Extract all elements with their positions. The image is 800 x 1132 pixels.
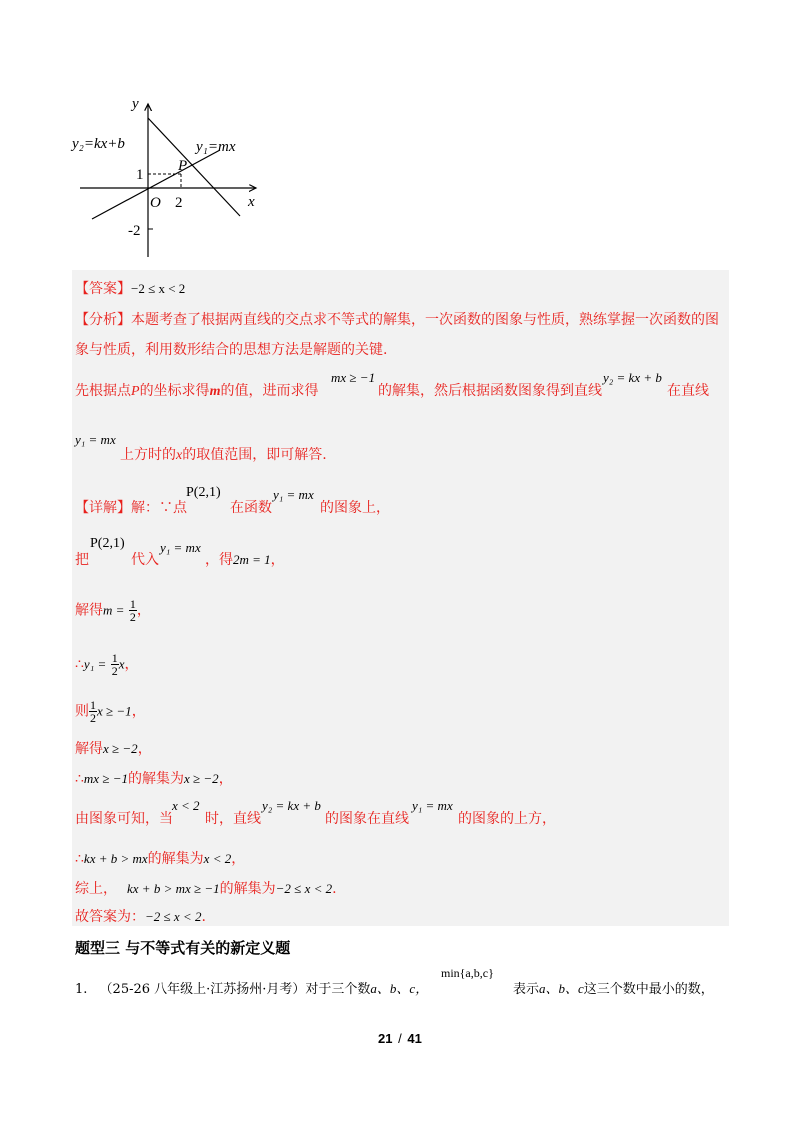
point-p: P <box>131 384 140 399</box>
equation: m = <box>103 602 125 618</box>
detail-tag: 【详解】 <box>75 500 131 516</box>
detail-line-1b <box>230 497 272 517</box>
answer-line <box>75 278 185 298</box>
detail-line-8b <box>205 808 261 828</box>
text-segment: ， <box>131 703 146 720</box>
fraction-half <box>111 652 119 677</box>
min-expression: min{a,b,c} <box>441 966 494 980</box>
text-segment: 的图象的上方， <box>458 811 556 827</box>
text-segment: ，得 <box>205 552 233 568</box>
inequality: mx ≥ −1 <box>83 771 128 786</box>
inequality: −2 ≤ x < 2 <box>145 909 202 924</box>
detail-line-2c <box>205 549 285 569</box>
var-m: m <box>209 384 221 399</box>
x-axis-label: x <box>248 194 255 210</box>
numerator: 1 <box>129 597 136 611</box>
text-segment: 时，直线 <box>205 811 261 827</box>
text-segment: 解得 <box>75 602 103 619</box>
answer-expr: −2 ≤ x < 2 <box>131 281 186 296</box>
variables-abc: a、b、c <box>539 981 584 996</box>
text-segment: 的解集为 <box>219 881 276 897</box>
detail-line8-y1: y₁ = mx <box>412 798 453 813</box>
section-heading: 题型三 与不等式有关的新定义题 <box>75 939 291 957</box>
text-segment: . <box>201 909 206 925</box>
detail-point-p: P(2,1) <box>186 485 221 500</box>
function-graph <box>68 92 268 262</box>
text-segment: 在函数 <box>230 500 272 516</box>
detail-line-1 <box>75 497 187 517</box>
line-y2-kx-b <box>148 118 240 216</box>
page-number <box>378 1031 422 1046</box>
text-segment: 的图象在直线 <box>325 811 409 827</box>
analysis-line-2 <box>75 339 387 359</box>
detail-line-7 <box>75 768 233 788</box>
question-line-b <box>513 978 714 997</box>
page-separator: / <box>398 1031 402 1046</box>
page-current: 21 <box>378 1031 393 1046</box>
detail-line-9 <box>75 848 245 868</box>
page-total: 41 <box>407 1031 422 1046</box>
text-segment: 的取值范围，即可解答. <box>182 447 327 463</box>
detail-y1: y₁ = mx <box>273 487 314 502</box>
fraction-half <box>89 699 97 724</box>
inequality: kx + b > mx ≥ −1 <box>127 881 220 896</box>
detail-line-4 <box>75 652 138 677</box>
text-segment: 解得 <box>75 741 103 757</box>
detail-line-2 <box>75 549 89 569</box>
text-segment: ， <box>136 602 151 619</box>
text-segment: 综上， <box>75 881 117 897</box>
analysis-tag: 【分析】 <box>75 312 131 328</box>
detail-line-3 <box>75 598 151 623</box>
detail-line-8c <box>325 808 409 828</box>
question-line <box>75 978 428 997</box>
point-p-label: P <box>178 158 188 174</box>
denominator: 2 <box>129 610 136 624</box>
text-segment: 表示 <box>513 982 540 997</box>
tick-label-y1: 1 <box>136 167 144 183</box>
text-segment: ， <box>137 741 152 757</box>
text-segment: 故答案为： <box>75 909 145 925</box>
detail-line-8 <box>75 808 173 828</box>
inequality: x < 2 <box>203 851 232 866</box>
text-segment: . <box>332 881 337 897</box>
question-source: （25-26 八年级上·江苏扬州·月考）对于三个数 <box>99 982 371 997</box>
y-axis-label: y <box>132 96 139 112</box>
detail-line-6 <box>75 738 152 758</box>
text-segment: 由图象可知，当 <box>75 811 173 827</box>
numerator: 1 <box>111 651 118 665</box>
var-x: x <box>176 448 183 463</box>
text-segment: 解：∵点 <box>131 500 187 516</box>
line2-label: y₂=kx+b <box>72 136 125 152</box>
detail-line-11 <box>75 906 206 926</box>
detail-line2-y1: y₁ = mx <box>160 540 201 555</box>
therefore-symbol: ∴ <box>75 851 84 867</box>
detail-line8-y2: y₂ = kx + b <box>262 798 321 813</box>
text-segment: 代入 <box>131 552 159 568</box>
analysis-line-3c <box>667 380 709 400</box>
equation: 2m = 1 <box>233 552 271 567</box>
inequality: x ≥ −2 <box>103 741 138 756</box>
analysis-text-2: 象与性质，利用数形结合的思想方法是解题的关键. <box>75 342 388 358</box>
text-segment: 这三个数中最小的数， <box>583 982 714 997</box>
var-x: x <box>118 656 125 672</box>
therefore-symbol: ∴ <box>75 771 84 787</box>
detail-line-10 <box>75 878 337 898</box>
detail-line-2b <box>131 549 159 569</box>
text-segment: 把 <box>75 552 89 568</box>
analysis-y2: y₂ = kx + b <box>603 370 662 385</box>
text-segment: 的值，进而求得 <box>220 383 319 399</box>
text-segment: ， <box>218 771 233 787</box>
analysis-line-1 <box>75 309 719 329</box>
numerator: 1 <box>90 698 96 712</box>
inequality: x ≥ −1 <box>97 703 132 719</box>
text-segment: ， <box>270 552 285 568</box>
question-number: 1. <box>75 982 88 997</box>
analysis-text-1: 本题考查了根据两直线的交点求不等式的解集，一次函数的图象与性质，熟练掌握一次函数的图 <box>131 312 719 328</box>
analysis-y1: y₁ = mx <box>75 432 116 447</box>
text-segment: 先根据点 <box>75 383 131 399</box>
equation: y₁ = <box>83 656 107 672</box>
tick-label-ym2: -2 <box>128 223 141 239</box>
analysis-line-4 <box>120 444 327 464</box>
text-segment: 的坐标求得 <box>139 383 210 399</box>
fraction-half <box>129 598 137 623</box>
therefore-symbol: ∴ <box>75 656 84 673</box>
detail-line8-cond: x < 2 <box>172 798 200 813</box>
text-segment: ， <box>124 656 139 673</box>
inequality: kx + b > mx <box>83 851 148 866</box>
detail-line-1c <box>320 497 390 517</box>
denominator: 2 <box>90 711 96 725</box>
text-segment: 的解集为 <box>147 851 204 867</box>
detail-line2-point: P(2,1) <box>90 536 125 551</box>
detail-line-8d <box>458 808 556 828</box>
analysis-inequality: mx ≥ −1 <box>331 370 376 385</box>
tick-label-x2: 2 <box>175 195 183 211</box>
answer-tag: 【答案】 <box>75 281 131 297</box>
detail-line-5 <box>75 699 146 724</box>
text-segment: 上方时的 <box>120 447 176 463</box>
inequality: x ≥ −2 <box>184 771 219 786</box>
variables-abc: a、b、c， <box>370 981 429 996</box>
text-segment: ， <box>231 851 246 867</box>
inequality: −2 ≤ x < 2 <box>275 881 333 896</box>
analysis-line-3b <box>378 380 602 400</box>
origin-label: O <box>150 195 161 211</box>
line1-label: y₁=mx <box>196 139 236 155</box>
analysis-line-3 <box>75 380 318 400</box>
text-segment: 的解集，然后根据函数图象得到直线 <box>378 383 602 399</box>
text-segment: 的解集为 <box>128 771 184 787</box>
denominator: 2 <box>111 664 118 678</box>
text-segment: 的图象上， <box>320 500 390 516</box>
text-segment: 则 <box>75 703 89 720</box>
text-segment: 在直线 <box>667 383 709 399</box>
